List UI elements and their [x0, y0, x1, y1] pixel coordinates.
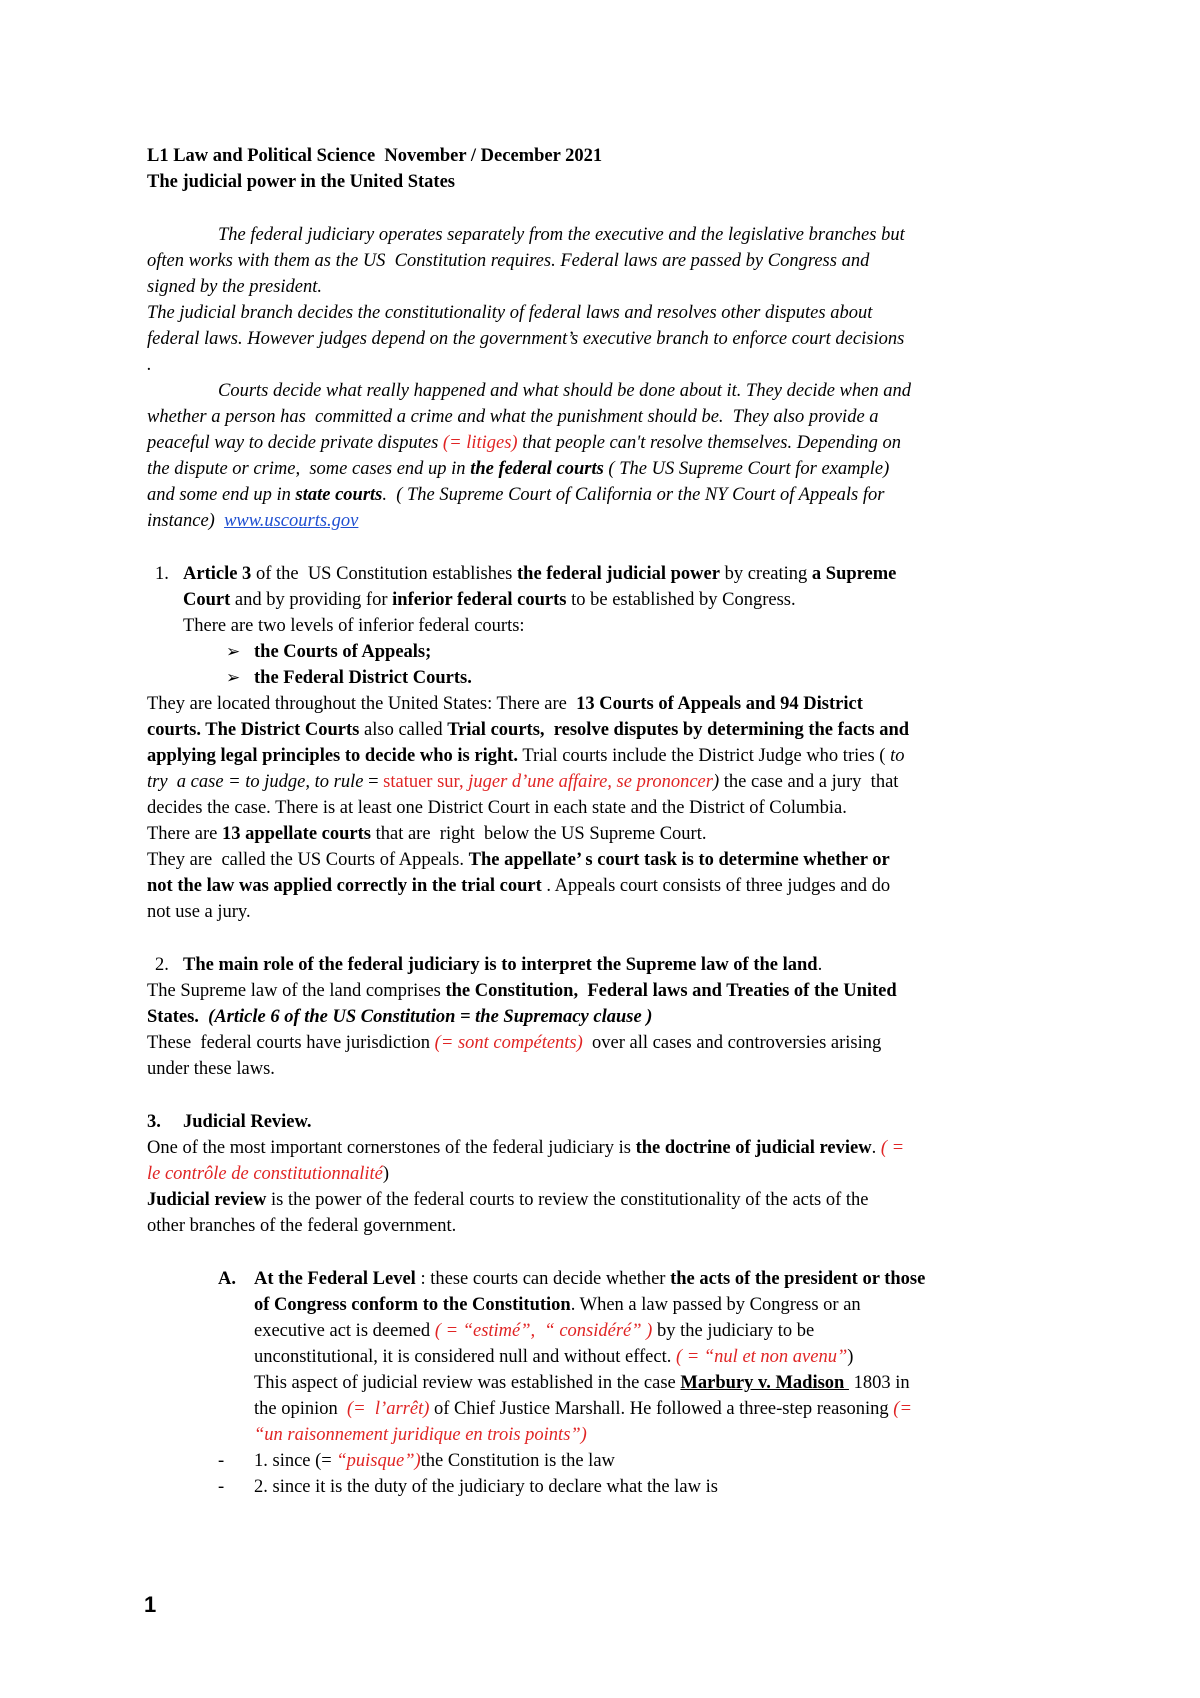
uscourts-link[interactable]: www.uscourts.gov	[224, 511, 359, 531]
section-3-line-3: Judicial review is the power of the federal courts to review the constitutionality of the acts of the	[147, 1190, 869, 1210]
intro-p1-line-3: signed by the president.	[147, 277, 323, 297]
arrow-bullet-icon: ➢	[226, 642, 241, 662]
intro-p3-line-3: peaceful way to decide private disputes (= litiges) that people can't resolve themselves. Depending on	[147, 433, 902, 453]
section-3-line-1: One of the most important cornerstones of the federal judiciary is the doctrine of judicial review. ( =	[147, 1138, 905, 1158]
section-a-line-6: the opinion (= l’arrêt) of Chief Justice Marshall. He followed a three-step reasoning (=	[254, 1399, 912, 1419]
section-3-number: 3.	[147, 1112, 161, 1132]
section-1-line-12: not use a jury.	[147, 902, 251, 922]
section-1-line-6: applying legal principles to decide who is right. Trial courts include the District Judge who tries ( to	[147, 746, 905, 766]
section-1-number: 1.	[155, 564, 169, 584]
section-3-title: Judicial Review.	[183, 1112, 312, 1132]
dash-bullet: -	[218, 1477, 225, 1497]
section-1-line-3: There are two levels of inferior federal courts:	[183, 616, 525, 636]
intro-p2-line-2: federal laws. However judges depend on the government’s executive branch to enforce court decisions	[147, 329, 905, 349]
section-a-line-3: executive act is deemed ( = “estimé”, “ considéré” ) by the judiciary to be	[254, 1321, 815, 1341]
section-1-line-1: Article 3 of the US Constitution establishes the federal judicial power by creating a Supreme	[183, 564, 897, 584]
bullet-courts-of-appeals: the Courts of Appeals;	[254, 642, 432, 662]
arrow-bullet-icon: ➢	[226, 668, 241, 688]
intro-p3-line-5: and some end up in state courts. ( The Supreme Court of California or the NY Court of Appeals for	[147, 485, 885, 505]
intro-p3-line-4: the dispute or crime, some cases end up in the federal courts ( The US Supreme Court for example)	[147, 459, 890, 479]
section-a-line-2: of Congress conform to the Constitution. When a law passed by Congress or an	[254, 1295, 861, 1315]
section-3-line-4: other branches of the federal government.	[147, 1216, 457, 1236]
dash-bullet: -	[218, 1451, 225, 1471]
section-2-line-2: The Supreme law of the land comprises the Constitution, Federal laws and Treaties of the United	[147, 981, 897, 1001]
section-1-line-9: There are 13 appellate courts that are right below the US Supreme Court.	[147, 824, 707, 844]
section-a-letter: A.	[218, 1269, 236, 1289]
intro-p1-line-1: The federal judiciary operates separately from the executive and the legislative branches but	[218, 225, 905, 245]
reasoning-step-2: 2. since it is the duty of the judiciary to declare what the law is	[254, 1477, 718, 1497]
section-1-line-7: try a case = to judge, to rule = statuer sur, juger d’une affaire, se prononcer) the case and a jury that	[147, 772, 899, 792]
section-2-line-3: States. (Article 6 of the US Constitution = the Supremacy clause )	[147, 1007, 653, 1027]
section-2-number: 2.	[155, 955, 169, 975]
section-1-line-11: not the law was applied correctly in the trial court . Appeals court consists of three judges and do	[147, 876, 891, 896]
reasoning-step-1: 1. since (= “puisque”)the Constitution is the law	[254, 1451, 615, 1471]
intro-p2-line-3: .	[147, 355, 152, 375]
section-2-line-4: These federal courts have jurisdiction (= sont compétents) over all cases and controversies arising	[147, 1033, 882, 1053]
section-3-line-2: le contrôle de constitutionnalité)	[147, 1164, 390, 1184]
document-title: The judicial power in the United States	[147, 172, 456, 192]
section-1-line-2: Court and by providing for inferior federal courts to be established by Congress.	[183, 590, 796, 610]
section-2-line-1: The main role of the federal judiciary is to interpret the Supreme law of the land.	[183, 955, 823, 975]
section-a-line-7: “un raisonnement juridique en trois points”)	[254, 1425, 587, 1445]
section-1-line-8: decides the case. There is at least one District Court in each state and the District of Columbia.	[147, 798, 847, 818]
intro-p3-line-2: whether a person has committed a crime and what the punishment should be. They also provide a	[147, 407, 879, 427]
section-a-line-1: At the Federal Level : these courts can decide whether the acts of the president or those	[254, 1269, 926, 1289]
bullet-district-courts: the Federal District Courts.	[254, 668, 472, 688]
case-name: Marbury v. Madison	[680, 1373, 849, 1393]
course-heading: L1 Law and Political Science November / December 2021	[147, 146, 603, 166]
section-a-line-5: This aspect of judicial review was established in the case Marbury v. Madison 1803 in	[254, 1373, 910, 1393]
intro-p1-line-2: often works with them as the US Constitution requires. Federal laws are passed by Congress and	[147, 251, 870, 271]
section-a-line-4: unconstitutional, it is considered null and without effect. ( = “nul et non avenu”)	[254, 1347, 854, 1367]
page-number: 1	[144, 1592, 157, 1617]
section-1-line-4: They are located throughout the United States: There are 13 Courts of Appeals and 94 District	[147, 694, 863, 714]
intro-p3-line-1: Courts decide what really happened and what should be done about it. They decide when and	[218, 381, 911, 401]
section-1-line-5: courts. The District Courts also called Trial courts, resolve disputes by determining the facts and	[147, 720, 910, 740]
section-1-line-10: They are called the US Courts of Appeals. The appellate’ s court task is to determine whether or	[147, 850, 890, 870]
section-2-line-5: under these laws.	[147, 1059, 275, 1079]
intro-p2-line-1: The judicial branch decides the constitutionality of federal laws and resolves other disputes about	[147, 303, 873, 323]
translation-litiges: (= litiges)	[442, 433, 518, 453]
intro-p3-line-6: instance) www.uscourts.gov	[147, 511, 359, 531]
